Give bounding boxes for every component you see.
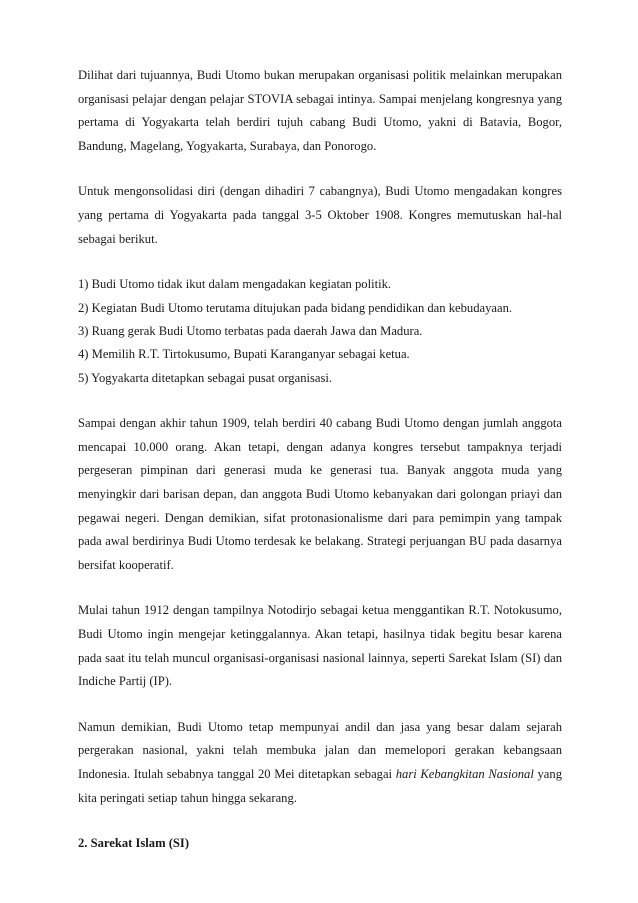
- document-page: [78, 64, 562, 856]
- paragraph-notodirjo: Mulai tahun 1912 dengan tampilnya Notodirjo sebagai ketua menggantikan R.T. Notokusumo, Budi Utomo ingin mengejar ketinggalannya. Akan tetapi, hasilnya tidak begitu besar karena pada saat itu telah muncul organisasi-organisasi nasional lainnya, seperti Sarekat Islam (SI) dan Indiche Partij (IP).: [78, 603, 562, 689]
- paragraph-first-congress: Untuk mengonsolidasi diri (dengan dihadiri 7 cabangnya), Budi Utomo mengadakan kongres yang pertama di Yogyakarta pada tanggal 3-5 Oktober 1908. Kongres memutuskan hal-hal sebagai berikut.: [78, 184, 562, 246]
- list-item: 4) Memilih R.T. Tirtokusumo, Bupati Karanganyar sebagai ketua.: [78, 347, 410, 362]
- list-item: 2) Kegiatan Budi Utomo terutama ditujukan pada bidang pendidikan dan kebudayaan.: [78, 300, 513, 315]
- paragraph-budi-utomo-goals: Dilihat dari tujuannya, Budi Utomo bukan merupakan organisasi politik melainkan merupakan organisasi pelajar dengan pelajar STOVIA sebagai intinya. Sampai menjelang kongresnya yang pertama di Yogyakarta telah berdiri tujuh cabang Budi Utomo, yakni di Batavia, Bogor, Bandung, Magelang, Yogyakarta, Surabaya, dan Ponorogo.: [78, 68, 562, 153]
- list-item: 3) Ruang gerak Budi Utomo terbatas pada daerah Jawa dan Madura.: [78, 323, 423, 338]
- paragraph-text: Namun demikian, Budi Utomo tetap mempunyai andil dan jasa yang besar dalam sejarah pergerakan nasional, yakni telah membuka jalan dan memelopori gerakan kebangsaan Indonesia. Itulah sebabnya tanggal 20 Mei ditetapkan sebagai: [78, 719, 562, 781]
- congress-decisions-list: [78, 273, 562, 390]
- section-heading: 2. Sarekat Islam (SI): [78, 836, 190, 851]
- list-item: 1) Budi Utomo tidak ikut dalam mengadakan kegiatan politik.: [78, 277, 392, 292]
- paragraph-branches-1909: Sampai dengan akhir tahun 1909, telah berdiri 40 cabang Budi Utomo dengan jumlah anggota mencapai 10.000 orang. Akan tetapi, dengan adanya kongres tersebut tampaknya terjadi pergeseran pimpinan dari generasi muda ke generasi tua. Banyak anggota muda yang menyingkir dari barisan depan, dan anggota Budi Utomo kebanyakan dari golongan priayi dan pegawai negeri. Dengan demikian, sifat protonasionalisme dari para pemimpin yang tampak pada awal berdirinya Budi Utomo terdesak ke belakang. Strategi perjuangan BU pada dasarnya bersifat kooperatif.: [78, 416, 562, 572]
- paragraph-national-awakening: [78, 716, 562, 810]
- paragraph-text: yang kita peringati setiap tahun hingga sekarang.: [78, 766, 562, 805]
- italic-term: hari Kebangkitan Nasional: [395, 766, 534, 781]
- list-item: 5) Yogyakarta ditetapkan sebagai pusat organisasi.: [78, 370, 333, 385]
